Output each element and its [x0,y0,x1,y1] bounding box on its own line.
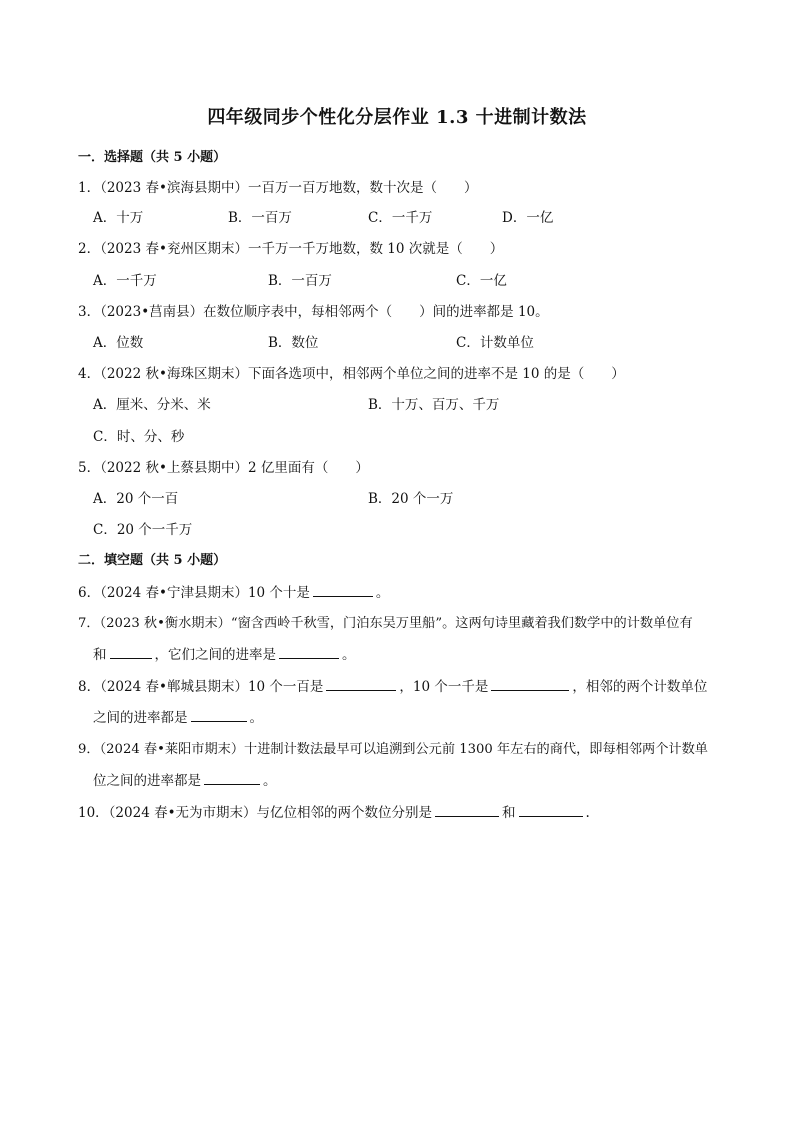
question-4-stem: 4．（2022 秋•海珠区期末）下面各选项中，相邻两个单位之间的进率不是 10 的是（ ） [78,366,625,382]
question-7-text-b: ，它们之间的进率是 [154,647,276,663]
question-3-stem: 3．（2023•莒南县）在数位顺序表中，每相邻两个（ ）间的进率都是 10。 [78,304,549,320]
question-2-option-a: A．一千万 [93,273,157,289]
question-4-option-b: B．十万、百万、千万 [368,397,500,413]
question-7-line-2 [93,643,356,663]
answer-blank[interactable] [491,678,569,691]
question-8-text-c: ，相邻的两个计数单位 [572,679,708,695]
page-title: 四年级同步个性化分层作业 1.3 十进制计数法 [207,107,587,128]
answer-blank[interactable] [435,804,499,817]
answer-blank[interactable] [519,804,583,817]
section-heading-fill: 二．填空题（共 5 小题） [78,553,227,568]
question-5-option-c: C．20 个一千万 [93,522,193,538]
question-1-option-c: C．一千万 [368,210,433,226]
question-6 [78,581,389,601]
question-7-text-a: 和 [93,647,107,663]
question-6-end: 。 [375,585,390,601]
question-1-option-d: D．一亿 [502,210,554,226]
question-8-text-b: ，10 个一千是 [399,679,489,695]
question-8-line-2 [93,706,263,726]
question-1-stem: 1．（2023 春•滨海县期中）一百万一百万地数，数十次是（ ） [78,180,478,196]
answer-blank[interactable] [326,678,396,691]
question-8-text-a: 8．（2024 春•郸城县期末）10 个一百是 [78,679,324,695]
question-3-option-b: B．数位 [268,335,319,351]
question-9-end: 。 [263,773,277,789]
question-1-option-b: B．一百万 [228,210,292,226]
question-2-stem: 2．（2023 春•兖州区期末）一千万一千万地数，数 10 次就是（ ） [78,241,504,257]
question-7-end: 。 [342,647,356,663]
question-7-line-1: 7．（2023 秋•衡水期末）“窗含西岭千秋雪，门泊东吴万里船”。这两句诗里藏着我们数学中的计数单位有 [78,616,693,631]
question-1-option-a: A．十万 [93,210,144,226]
answer-blank[interactable] [110,646,152,659]
question-8-text-d: 之间的进率都是 [93,710,188,726]
answer-blank[interactable] [313,584,373,597]
answer-blank[interactable] [204,772,260,785]
answer-blank[interactable] [191,709,247,722]
question-4-option-a: A．厘米、分米、米 [93,397,211,413]
section-heading-choice: 一．选择题（共 5 小题） [78,150,227,165]
question-9-line-2 [93,769,277,789]
question-3-option-a: A．位数 [93,335,144,351]
question-10 [78,801,590,821]
question-8-end: 。 [249,710,263,726]
question-5-option-b: B．20 个一万 [368,491,454,507]
question-10-text-b: 和 [502,805,516,821]
question-10-text-a: 10．（2024 春•无为市期末）与亿位相邻的两个数位分别是 [78,805,433,821]
question-5-option-a: A．20 个一百 [93,491,179,507]
question-5-stem: 5．（2022 秋•上蔡县期中）2 亿里面有（ ） [78,460,369,476]
question-9-line-1: 9．（2024 春•莱阳市期末）十进制计数法最早可以追溯到公元前 1300 年左右的商代，即每相邻两个计数单 [78,742,708,757]
question-2-option-c: C．一亿 [456,273,507,289]
question-2-option-b: B．一百万 [268,273,332,289]
question-10-end: . [585,805,590,821]
question-9-text: 位之间的进率都是 [93,773,201,789]
answer-blank[interactable] [279,646,339,659]
question-3-option-c: C．计数单位 [456,335,534,351]
question-8-line-1 [78,675,707,695]
question-4-option-c: C．时、分、秒 [93,429,185,445]
question-6-text: 6．（2024 春•宁津县期末）10 个十是 [78,585,310,601]
